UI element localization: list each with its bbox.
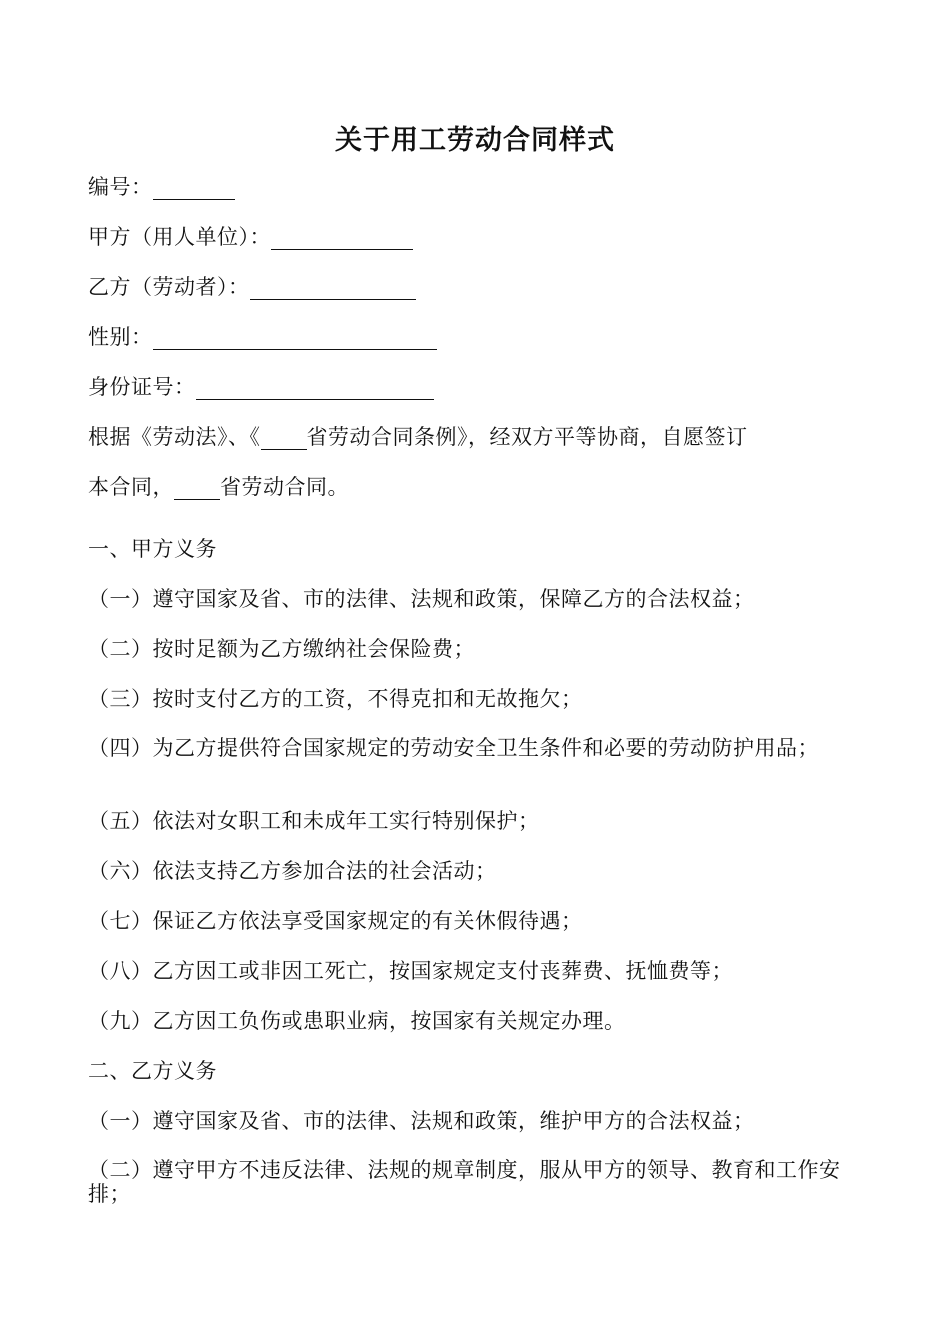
party-a-blank[interactable] — [271, 227, 413, 250]
preamble-line-1 — [88, 424, 748, 450]
section-1-item: （三）按时支付乙方的工资，不得克扣和无故拖欠； — [88, 687, 583, 711]
number-label: 编号： — [88, 175, 153, 199]
gender-blank[interactable] — [153, 327, 437, 350]
party-b-field — [88, 274, 416, 300]
number-field — [88, 174, 235, 200]
id-number-label: 身份证号： — [88, 375, 196, 399]
gender-label: 性别： — [88, 325, 153, 349]
province-blank-1[interactable] — [261, 427, 307, 450]
preamble-text-2a: 本合同， — [88, 475, 174, 499]
section-2-item: （一）遵守国家及省、市的法律、法规和政策，维护甲方的合法权益； — [88, 1109, 755, 1133]
section-1-item: （一）遵守国家及省、市的法律、法规和政策，保障乙方的合法权益； — [88, 587, 755, 611]
number-blank[interactable] — [153, 177, 235, 200]
party-a-label: 甲方（用人单位）： — [88, 225, 271, 249]
section-1-item: （四）为乙方提供符合国家规定的劳动安全卫生条件和必要的劳动防护用品； — [88, 736, 819, 760]
section-2-heading: 二、乙方义务 — [88, 1059, 217, 1083]
section-1-item: （八）乙方因工或非因工死亡，按国家规定支付丧葬费、抚恤费等； — [88, 959, 733, 983]
preamble-text-1a: 根据《劳动法》、《 — [88, 425, 261, 449]
preamble-line-2 — [88, 474, 349, 500]
gender-field — [88, 324, 437, 350]
party-b-blank[interactable] — [250, 277, 416, 300]
section-2-item: （二）遵守甲方不违反法律、法规的规章制度，服从甲方的领导、教育和工作安排； — [88, 1158, 841, 1206]
party-b-label: 乙方（劳动者）： — [88, 275, 250, 299]
party-a-field — [88, 224, 413, 250]
section-1-item: （六）依法支持乙方参加合法的社会活动； — [88, 859, 497, 883]
section-1-heading: 一、甲方义务 — [88, 537, 217, 561]
id-number-blank[interactable] — [196, 377, 434, 400]
document-title: 关于用工劳动合同样式 — [335, 125, 615, 156]
section-1-item: （二）按时足额为乙方缴纳社会保险费； — [88, 637, 475, 661]
province-blank-2[interactable] — [174, 477, 220, 500]
section-1-item: （五）依法对女职工和未成年工实行特别保护； — [88, 809, 540, 833]
id-number-field — [88, 374, 434, 400]
section-1-item: （九）乙方因工负伤或患职业病，按国家有关规定办理。 — [88, 1009, 626, 1033]
preamble-text-1b: 省劳动合同条例》，经双方平等协商，自愿签订 — [306, 425, 748, 449]
preamble-text-2b: 省劳动合同。 — [220, 475, 349, 499]
section-1-item: （七）保证乙方依法享受国家规定的有关休假待遇； — [88, 909, 583, 933]
